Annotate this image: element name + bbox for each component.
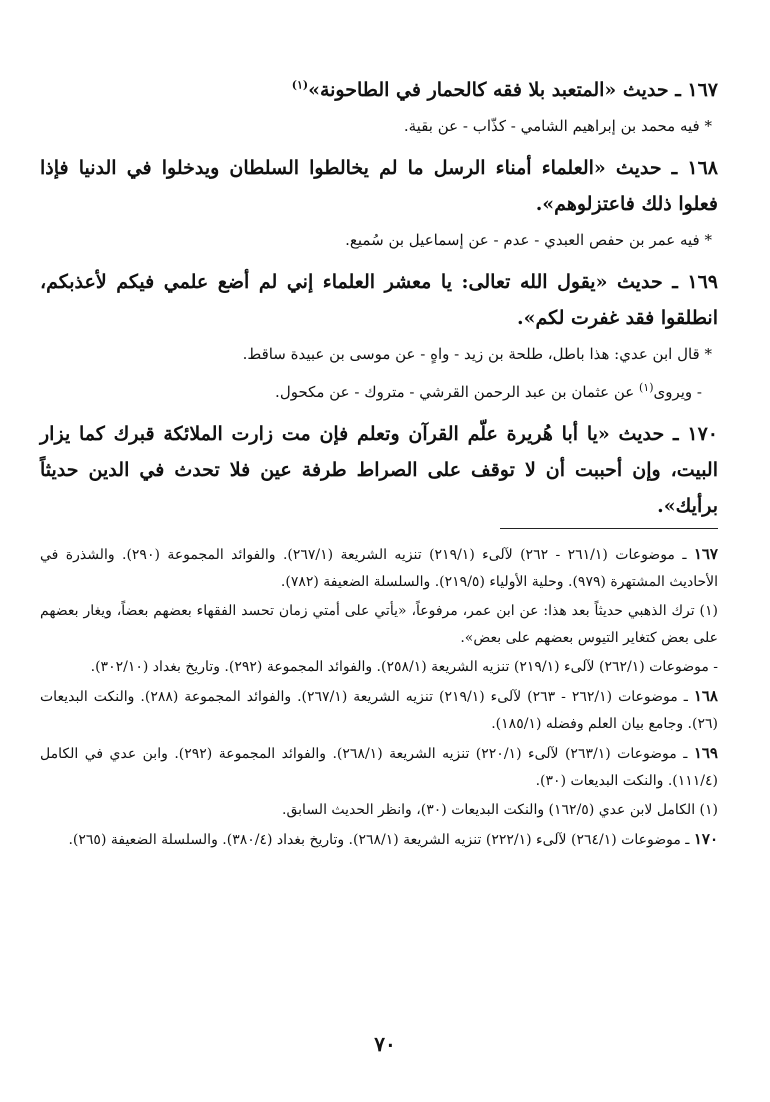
footnote-ref[interactable]: (١) [291, 78, 309, 92]
footnote-separator [500, 528, 718, 529]
footnote-text: الكامل لابن عدي (١٦٢/٥) والنكت البديعات (٣٠)، وانظر الحديث السابق. [282, 802, 700, 818]
footnote-168 [40, 683, 718, 738]
footnotes [40, 541, 718, 854]
footnote-167 [40, 541, 718, 596]
hadith-text: ـ حديث «يقول الله تعالى: يا معشر العلماء إني لم أضع علمي فيكم لأعذبكم، انطلقوا فقد غفرت لكم». [40, 271, 718, 329]
hadith-number: ١٦٧ [687, 79, 718, 101]
footnote-169 [40, 740, 718, 795]
footnote-text: ـ موضوعات (٢٦٤/١) لآلىء (٢٢٢/١) تنزيه الشريعة (٢٦٨/١). وتاريخ بغداد (٣٨٠/٤). والسلسلة الضعيفة (٢٦٥). [68, 832, 694, 848]
footnote-text: - موضوعات (٢٦٢/١) لآلىء (٢١٩/١) تنزيه الشريعة (٢٥٨/١). والفوائد المجموعة (٢٩٢). وتاريخ بغداد (٣٠٢/١٠). [90, 659, 718, 675]
hadith-number: ١٧٠ [687, 423, 718, 445]
footnote-167-a [40, 598, 718, 652]
hadith-extra-note [40, 378, 702, 406]
extra-note-before: - ويروى [653, 383, 702, 401]
footnote-number: ١٦٧ [693, 545, 718, 563]
footnote-number: (١) [699, 802, 718, 818]
hadith-number: ١٦٩ [687, 271, 718, 293]
footnote-number: ١٦٩ [693, 744, 718, 762]
footnote-text: ـ موضوعات (٢٦٣/١) لآلىء (٢٢٠/١) تنزيه الشريعة (٢٦٨/١). والفوائد المجموعة (٢٩٢). وابن عدي في الكامل (١١١/٤). والنكت البديعات (٣٠). [40, 746, 718, 789]
footnote-number: ١٧٠ [693, 830, 718, 848]
hadith-note: * فيه عمر بن حفص العبدي - عدم - عن إسماعيل بن سُميع. [345, 231, 712, 249]
footnote-text: ـ موضوعات (٢٦٢/١ - ٢٦٣) لآلىء (٢١٩/١) تنزيه الشريعة (٢٦٧/١). والفوائد المجموعة (٢٨٨). والنكت البديعات (٢٦). وجامع بيان العلم وفضله (١٨٥/١). [40, 689, 718, 732]
footnote-number: ١٦٨ [693, 687, 718, 705]
page-body [40, 72, 718, 856]
hadith-number: ١٦٨ [687, 157, 718, 179]
footnote-ref[interactable]: (١) [638, 381, 654, 394]
extra-note-after: عن عثمان بن عبد الرحمن القرشي - متروك - عن مكحول. [275, 383, 639, 401]
hadith-168 [40, 150, 718, 222]
hadith-169 [40, 264, 718, 336]
hadith-text: ـ حديث «المتعبد بلا فقه كالحمار في الطاحونة» [308, 79, 688, 101]
footnote-number: (١) [699, 603, 718, 619]
hadith-text: ـ حديث «العلماء أمناء الرسل ما لم يخالطوا السلطان ويدخلوا في الدنيا فإذا فعلوا ذلك فاعتزلوهم». [40, 157, 718, 215]
footnote-170 [40, 826, 718, 854]
hadith-note: * قال ابن عدي: هذا باطل، طلحة بن زيد - واهٍ - عن موسى بن عبيدة ساقط. [242, 345, 712, 363]
footnote-text: ترك الذهبي حديثاً بعد هذا: عن ابن عمر، مرفوعاً، «يأتي على أمتي زمان تحسد الفقهاء بعضهم بعضاً، ويغار بعضهم على بعض كتغاير التيوس بعضهم على بعض». [40, 603, 718, 646]
footnote-169-a [40, 797, 718, 824]
hadith-text: ـ حديث «يا أبا هُريرة علّم القرآن وتعلم فإن مت زارت الملائكة قبرك كما يزار البيت، وإن أحببت أن لا توقف على الصراط طرفة عين فلا تحدث في الدين حديثاً برأيك». [40, 423, 718, 517]
footnote-text: ـ موضوعات (٢٦١/١ - ٢٦٢) لآلىء (٢١٩/١) تنزيه الشريعة (٢٦٧/١). والفوائد المجموعة (٢٩٠). والشذرة في الأحاديث المشتهرة (٩٧٩). وحلية الأولياء (٢١٩/٥). والسلسلة الضعيفة (٧٨٢). [40, 547, 718, 590]
footnote-167-b [40, 654, 718, 681]
hadith-note: * فيه محمد بن إبراهيم الشامي - كذّاب - عن بقية. [403, 117, 712, 135]
hadith-167 [40, 72, 718, 108]
hadith-170 [40, 416, 718, 524]
page-number: ٧٠ [374, 1032, 396, 1056]
